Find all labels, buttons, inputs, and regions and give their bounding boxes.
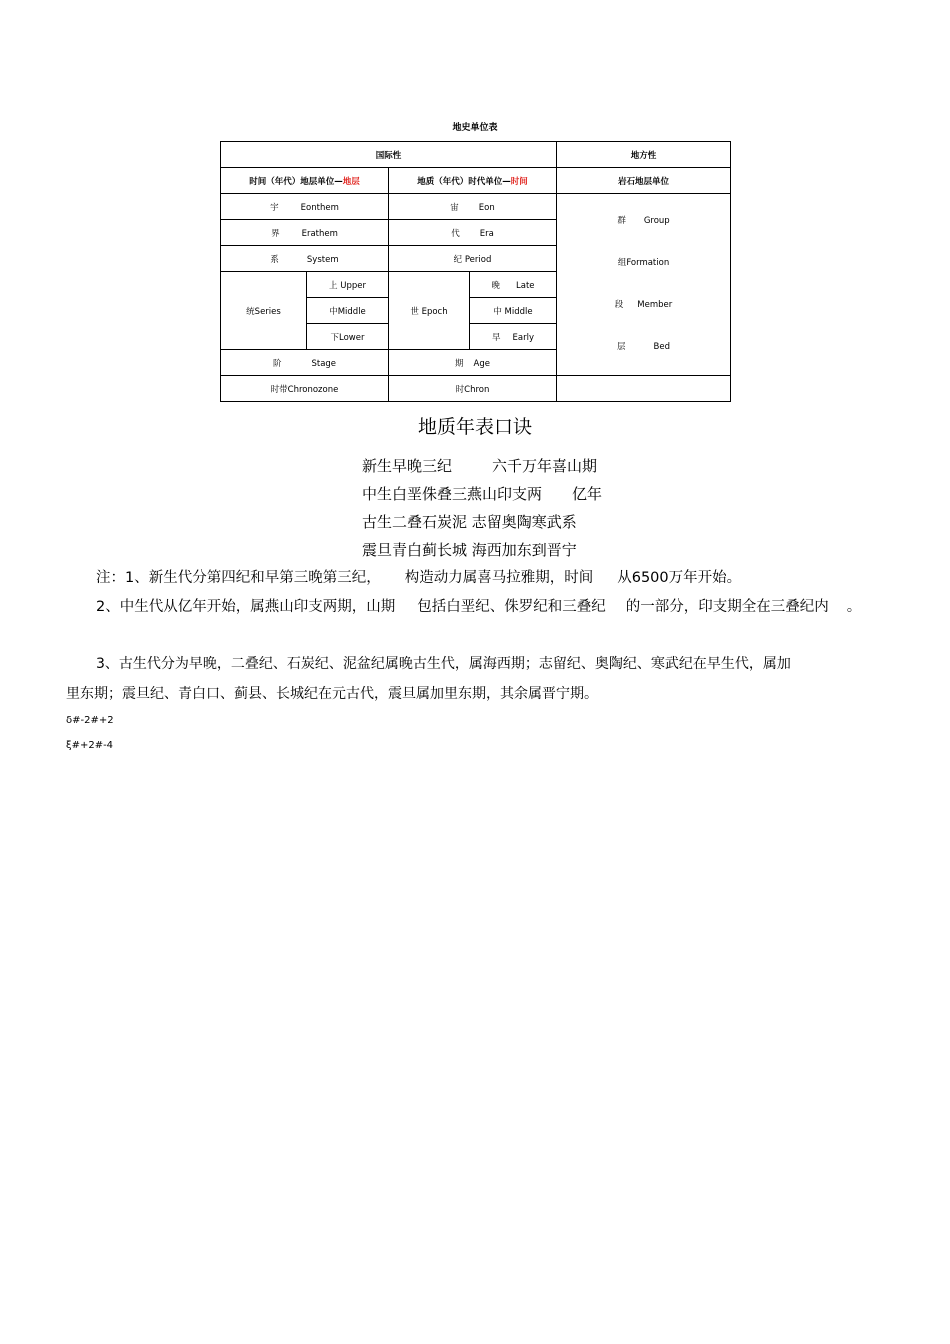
- cell-lower: 下Lower: [307, 324, 389, 350]
- note-3-line-2: 里东期；震旦纪、青白口、蓟县、长城纪在元古代，震旦属加里东期，其余属晋宁期。: [66, 686, 598, 702]
- table-caption: 地史单位表: [452, 123, 498, 133]
- cell-series: 统Series: [221, 272, 307, 350]
- geologic-units-table: [220, 141, 731, 402]
- header-chronostratigraphic: [221, 168, 389, 194]
- cell-stage: [221, 350, 389, 376]
- era-zh: 代: [451, 228, 460, 239]
- cell-epoch: 世 Epoch: [389, 272, 470, 350]
- eonothem-en: Eonthem: [300, 202, 339, 213]
- mnemonic-line-3: 古生二叠石炭泥 志留奥陶寒武系: [362, 513, 577, 531]
- early-zh: 早: [492, 332, 501, 343]
- header-chrono-prefix: 时间（年代）地层单位—: [249, 176, 343, 187]
- header-geo-red: 时间: [510, 176, 528, 187]
- note-2b: 包括白垩纪、侏罗纪和三叠纪: [417, 599, 606, 615]
- header-chrono-red: 地层: [342, 176, 360, 187]
- member-zh: 段: [614, 300, 624, 310]
- note-2c: 的一部分，印支期全在三叠纪内: [625, 599, 829, 615]
- cell-middle-left: 中Middle: [307, 298, 389, 324]
- cell-lithostratigraphic-units: [557, 194, 731, 376]
- mnemonic-line-1a: 新生早晚三纪: [362, 457, 453, 475]
- eonothem-zh: 宇: [270, 202, 279, 213]
- note-1a: 注：1、新生代分第四纪和早第三晚第三纪，: [96, 570, 381, 586]
- cell-era: [389, 220, 557, 246]
- eon-zh: 宙: [450, 202, 459, 213]
- cell-upper: 上 Upper: [307, 272, 389, 298]
- erathem-zh: 界: [271, 228, 280, 239]
- cell-middle-right: 中 Middle: [470, 298, 557, 324]
- bed-en: Bed: [653, 342, 670, 352]
- header-international: 国际性: [221, 142, 557, 168]
- litho-formation: 组Formation: [617, 258, 670, 268]
- header-local: 地方性: [557, 142, 731, 168]
- cell-chronozone: 时带Chronozone: [221, 376, 389, 402]
- mnemonic-line-1: [362, 456, 597, 476]
- header-lithostratigraphic: 岩石地层单位: [557, 168, 731, 194]
- note-2: [96, 597, 861, 617]
- system-en: System: [306, 254, 339, 265]
- stage-en: Stage: [311, 358, 337, 369]
- litho-bed: [557, 326, 730, 368]
- cell-system: [221, 246, 389, 272]
- mnemonic-line-1b: 六千万年喜山期: [492, 457, 598, 475]
- cell-local-blank: [557, 376, 731, 402]
- note-1c: 从6500万年开始。: [617, 570, 742, 586]
- cell-eonothem: [221, 194, 389, 220]
- litho-member: [557, 284, 730, 326]
- mnemonic-line-4: 震旦青白蓟长城 海西加东到晋宁: [362, 541, 577, 559]
- formula-xi: ξ#+2#-4: [66, 740, 114, 751]
- eon-en: Eon: [478, 202, 495, 213]
- mnemonic-line-2a: 中生白垩侏叠三燕山印支两: [362, 485, 543, 503]
- cell-period: 纪 Period: [389, 246, 557, 272]
- stage-zh: 阶: [272, 358, 282, 369]
- mnemonic-line-2: [362, 484, 602, 504]
- age-en: Age: [473, 358, 490, 369]
- age-zh: 期: [455, 358, 464, 369]
- bed-zh: 层: [617, 342, 626, 352]
- mnemonic-title: 地质年表口诀: [417, 416, 532, 438]
- early-en: Early: [512, 332, 534, 343]
- era-en: Era: [479, 228, 494, 239]
- group-en: Group: [643, 216, 670, 226]
- mnemonic-line-2b: 亿年: [572, 485, 603, 503]
- erathem-en: Erathem: [301, 228, 338, 239]
- note-2d: 。: [846, 599, 862, 615]
- member-en: Member: [637, 300, 673, 310]
- late-zh: 晚: [491, 280, 500, 291]
- note-1b: 构造动力属喜马拉雅期，时间: [404, 570, 594, 586]
- group-zh: 群: [617, 216, 626, 226]
- formula-delta: δ#-2#+2: [66, 715, 114, 726]
- note-1: [96, 568, 741, 588]
- cell-eon: [389, 194, 557, 220]
- cell-age: [389, 350, 557, 376]
- late-en: Late: [516, 280, 535, 291]
- header-geochronologic: [389, 168, 557, 194]
- note-3-line-1: 3、古生代分为早晚，二叠纪、石炭纪、泥盆纪属晚古生代，属海西期；志留纪、奥陶纪、寒武纪在早生代，属加: [96, 656, 791, 672]
- header-geo-prefix: 地质（年代）时代单位—: [417, 176, 511, 187]
- system-zh: 系: [270, 254, 279, 265]
- cell-late: [470, 272, 557, 298]
- cell-early: [470, 324, 557, 350]
- cell-chron: 时Chron: [389, 376, 557, 402]
- note-2a: 2、中生代从亿年开始，属燕山印支两期，山期: [96, 599, 396, 615]
- litho-group: [557, 200, 730, 242]
- cell-erathem: [221, 220, 389, 246]
